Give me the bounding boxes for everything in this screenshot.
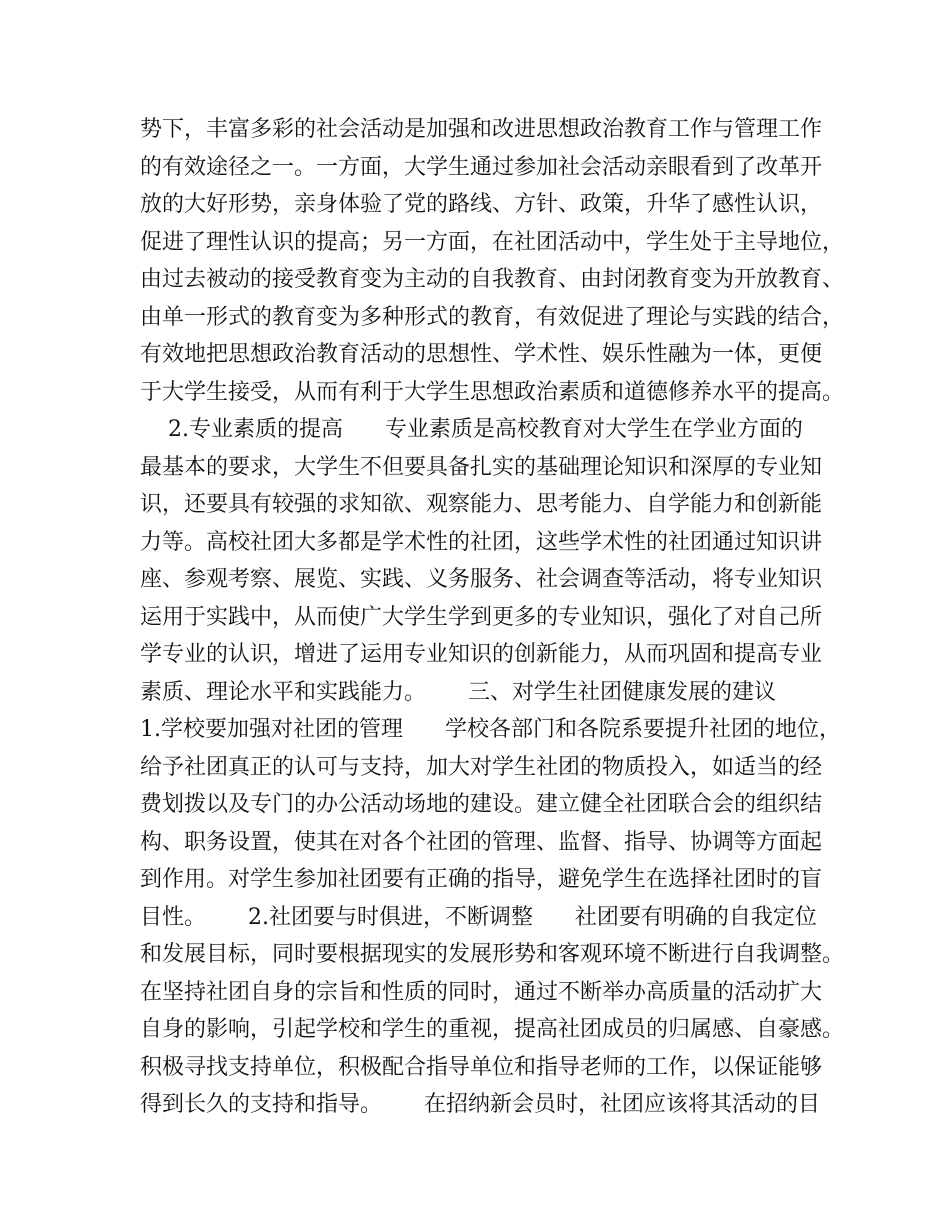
text-line: 构、职务设置，使其在对各个社团的管理、监督、指导、协调等方面起 — [140, 829, 823, 855]
text-line: 于大学生接受，从而有利于大学生思想政治素质和道德修养水平的提高。 — [140, 379, 845, 405]
text-line: 1.学校要加强对社团的管理 学校各部门和各院系要提升社团的地位， — [140, 717, 841, 742]
text-line: 积极寻找支持单位，积极配合指导单位和指导老师的工作，以保证能够 — [140, 1054, 823, 1080]
text-line: 有效地把思想政治教育活动的思想性、学术性、娱乐性融为一体，更便 — [140, 342, 823, 367]
text-line: 在坚持社团自身的宗旨和性质的同时，通过不断举办高质量的活动扩大 — [140, 979, 823, 1005]
text-line: 得到长久的支持和指导。 在招纳新会员时，社团应该将其活动的目 — [140, 1092, 820, 1117]
text-line: 素质、理论水平和实践能力。 三、对学生社团健康发展的建议 — [140, 679, 776, 705]
text-line: 运用于实践中，从而使广大学生学到更多的专业知识，强化了对自己所 — [140, 604, 823, 630]
text-line: 最基本的要求，大学生不但要具备扎实的基础理论知识和深厚的专业知 — [140, 454, 823, 480]
text-line: 2.专业素质的提高 专业素质是高校教育对大学生在学业方面的 — [140, 417, 803, 442]
text-line: 费划拨以及专门的办公活动场地的建设。建立健全社团联合会的组织结 — [140, 792, 823, 817]
text-line: 和发展目标，同时要根据现实的发展形势和客观环境不断进行自我调整。 — [140, 942, 845, 967]
text-line: 的有效途径之一。一方面，大学生通过参加社会活动亲眼看到了改革开 — [140, 154, 823, 180]
text-line: 自身的影响，引起学校和学生的重视，提高社团成员的归属感、自豪感。 — [140, 1017, 845, 1042]
text-line: 由过去被动的接受教育变为主动的自我教育、由封闭教育变为开放教育、 — [140, 267, 845, 292]
text-line: 到作用。对学生参加社团要有正确的指导，避免学生在选择社团时的盲 — [140, 867, 823, 892]
text-line: 目性。 2.社团要与时俱进，不断调整 社团要有明确的自我定位 — [140, 904, 817, 930]
body-text — [140, 111, 845, 1124]
text-line: 座、参观考察、展览、实践、义务服务、社会调查等活动，将专业知识 — [140, 567, 823, 592]
text-line: 力等。高校社团大多都是学术性的社团，这些学术性的社团通过知识讲 — [140, 529, 823, 555]
text-line: 给予社团真正的认可与支持，加大对学生社团的物质投入，如适当的经 — [140, 754, 823, 780]
text-line: 学专业的认识，增进了运用专业知识的创新能力，从而巩固和提高专业 — [140, 642, 823, 667]
text-line: 放的大好形势，亲身体验了党的路线、方针、政策，升华了感性认识， — [140, 192, 823, 217]
text-line: 促进了理性认识的提高；另一方面，在社团活动中，学生处于主导地位， — [140, 229, 845, 255]
text-line: 势下，丰富多彩的社会活动是加强和改进思想政治教育工作与管理工作 — [140, 117, 823, 142]
text-line: 由单一形式的教育变为多种形式的教育，有效促进了理论与实践的结合， — [140, 304, 845, 330]
text-line: 识，还要具有较强的求知欲、观察能力、思考能力、自学能力和创新能 — [140, 492, 823, 517]
